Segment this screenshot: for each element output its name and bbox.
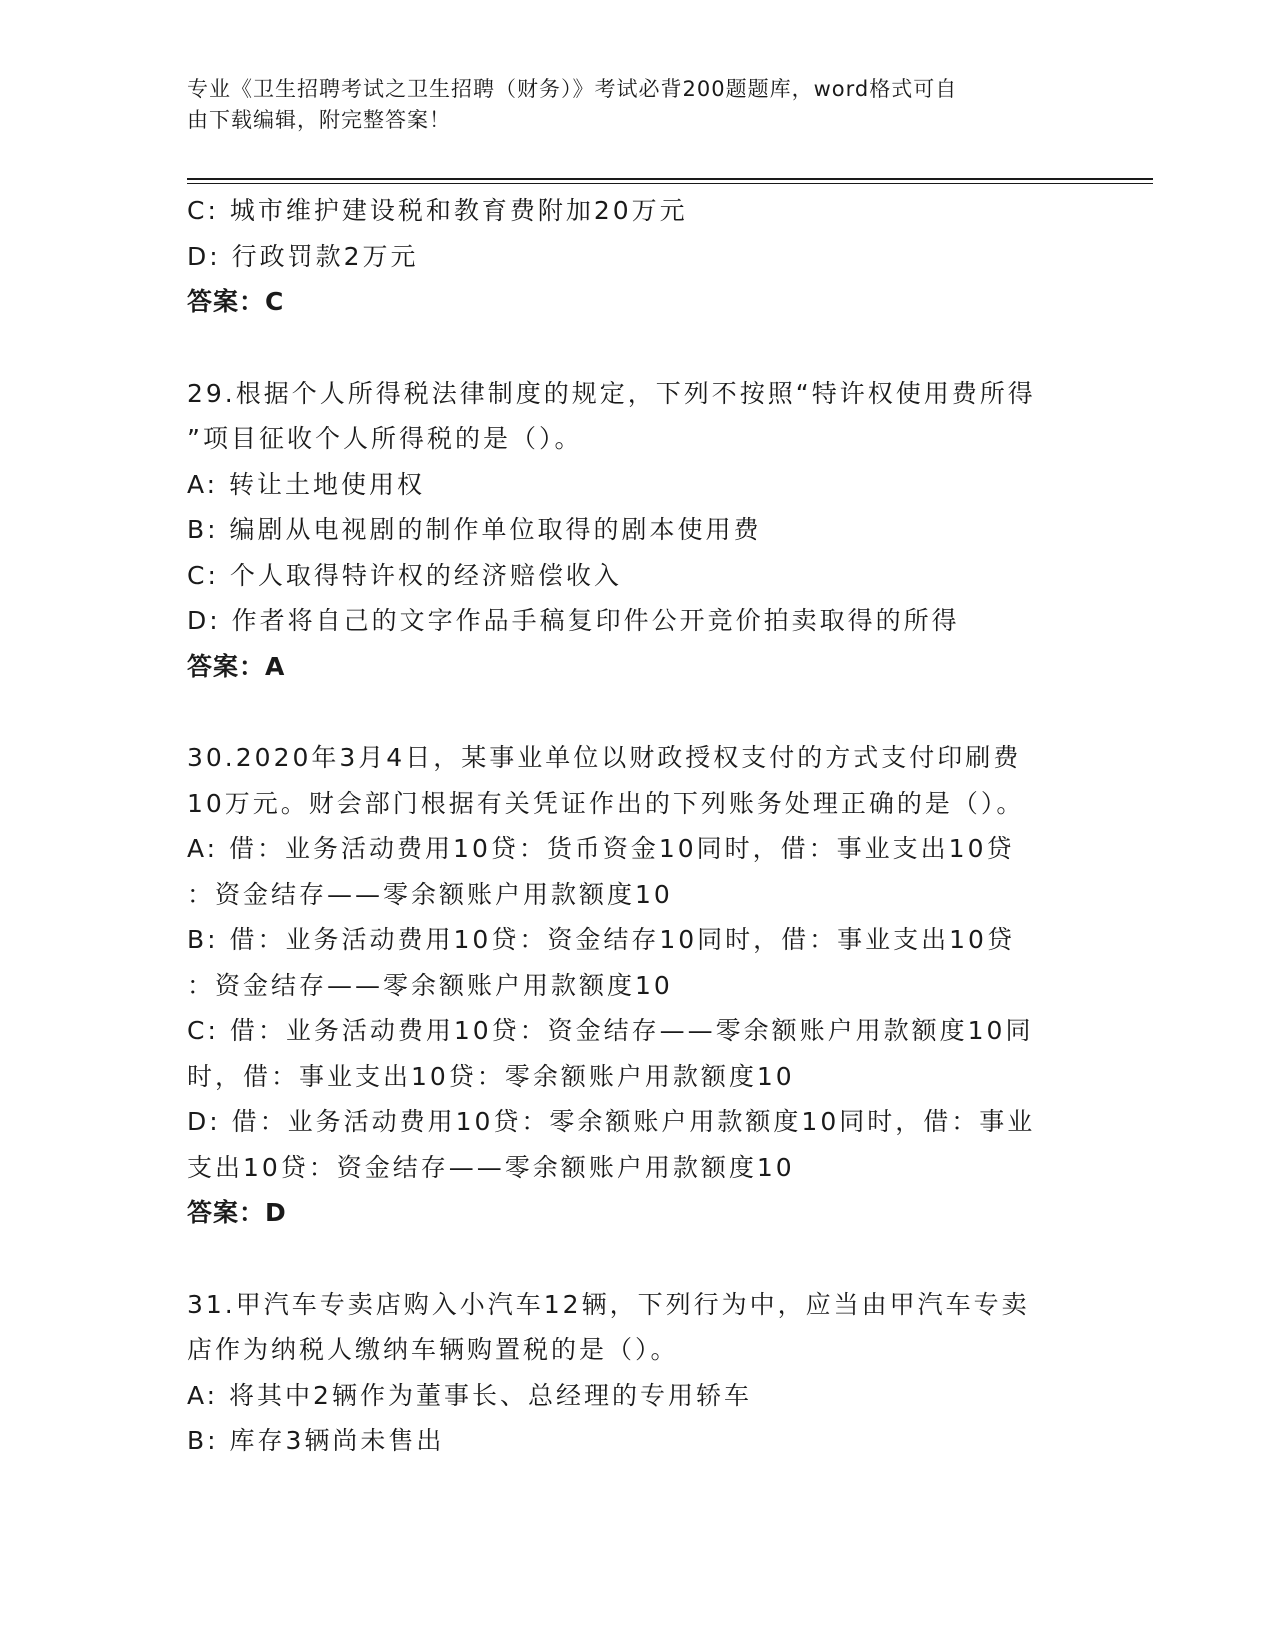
q30-option-b-line-2: ：资金结存——零余额账户用款额度10 [187,970,673,1000]
q28-option-d: D: 行政罚款2万元 [187,241,419,271]
q31-option-a: A: 将其中2辆作为董事长、总经理的专用轿车 [187,1380,752,1410]
q29-answer: 答案：A [187,651,286,681]
spacer [187,325,1087,371]
header-line-1: 专业《卫生招聘考试之卫生招聘（财务）》考试必背200题题库，word格式可自 [187,77,958,101]
q31-option-b: B: 库存3辆尚未售出 [187,1426,445,1455]
q29-stem-line-1: 29.根据个人所得税法律制度的规定，下列不按照“特许权使用费所得 [187,378,1036,408]
header-rule-thick [187,178,1153,180]
q29-option-d: D: 作者将自己的文字作品手稿复印件公开竞价拍卖取得的所得 [187,606,960,635]
q29-option-b: B: 编剧从电视剧的制作单位取得的剧本使用费 [187,515,762,544]
question-30 [187,735,1087,1236]
q30-stem-line-1: 30.2020年3月4日，某事业单位以财政授权支付的方式支付印刷费 [187,743,1022,772]
q30-option-c-line-2: 时，借：事业支出10贷：零余额账户用款额度10 [187,1061,795,1091]
question-content [187,188,1087,1464]
header-line-2: 由下载编辑，附完整答案！ [187,108,451,132]
question-31 [187,1282,1087,1464]
document-header [187,74,1067,136]
header-rule-thin [187,183,1153,184]
q29-option-a: A: 转让土地使用权 [187,469,426,499]
q30-option-b-line-1: B: 借：业务活动费用10贷：资金结存10同时，借：事业支出10贷 [187,925,1015,954]
q30-option-a-line-1: A: 借：业务活动费用10贷：货币资金10同时，借：事业支出10贷 [187,834,1015,863]
q30-option-d-line-1: D: 借：业务活动费用10贷：零余额账户用款额度10同时，借：事业 [187,1107,1036,1136]
q31-stem-line-2: 店作为纳税人缴纳车辆购置税的是（）。 [187,1335,679,1364]
q30-option-c-line-1: C: 借：业务活动费用10贷：资金结存——零余额账户用款额度10同 [187,1016,1034,1045]
q29-stem-line-2: ”项目征收个人所得税的是（）。 [187,424,583,453]
spacer [187,689,1087,735]
q29-option-c: C: 个人取得特许权的经济赔偿收入 [187,560,622,590]
q28-answer: 答案：C [187,287,285,316]
q30-answer: 答案：D [187,1198,287,1227]
q30-option-d-line-2: 支出10贷：资金结存——零余额账户用款额度10 [187,1152,795,1182]
q31-stem-line-1: 31.甲汽车专卖店购入小汽车12辆，下列行为中，应当由甲汽车专卖 [187,1289,1030,1319]
question-28 [187,188,1087,325]
q30-option-a-line-2: ：资金结存——零余额账户用款额度10 [187,879,673,909]
q30-stem-line-2: 10万元。财会部门根据有关凭证作出的下列账务处理正确的是（）。 [187,788,1025,818]
question-29 [187,371,1087,690]
spacer [187,1236,1087,1282]
q28-option-c: C: 城市维护建设税和教育费附加20万元 [187,196,688,225]
